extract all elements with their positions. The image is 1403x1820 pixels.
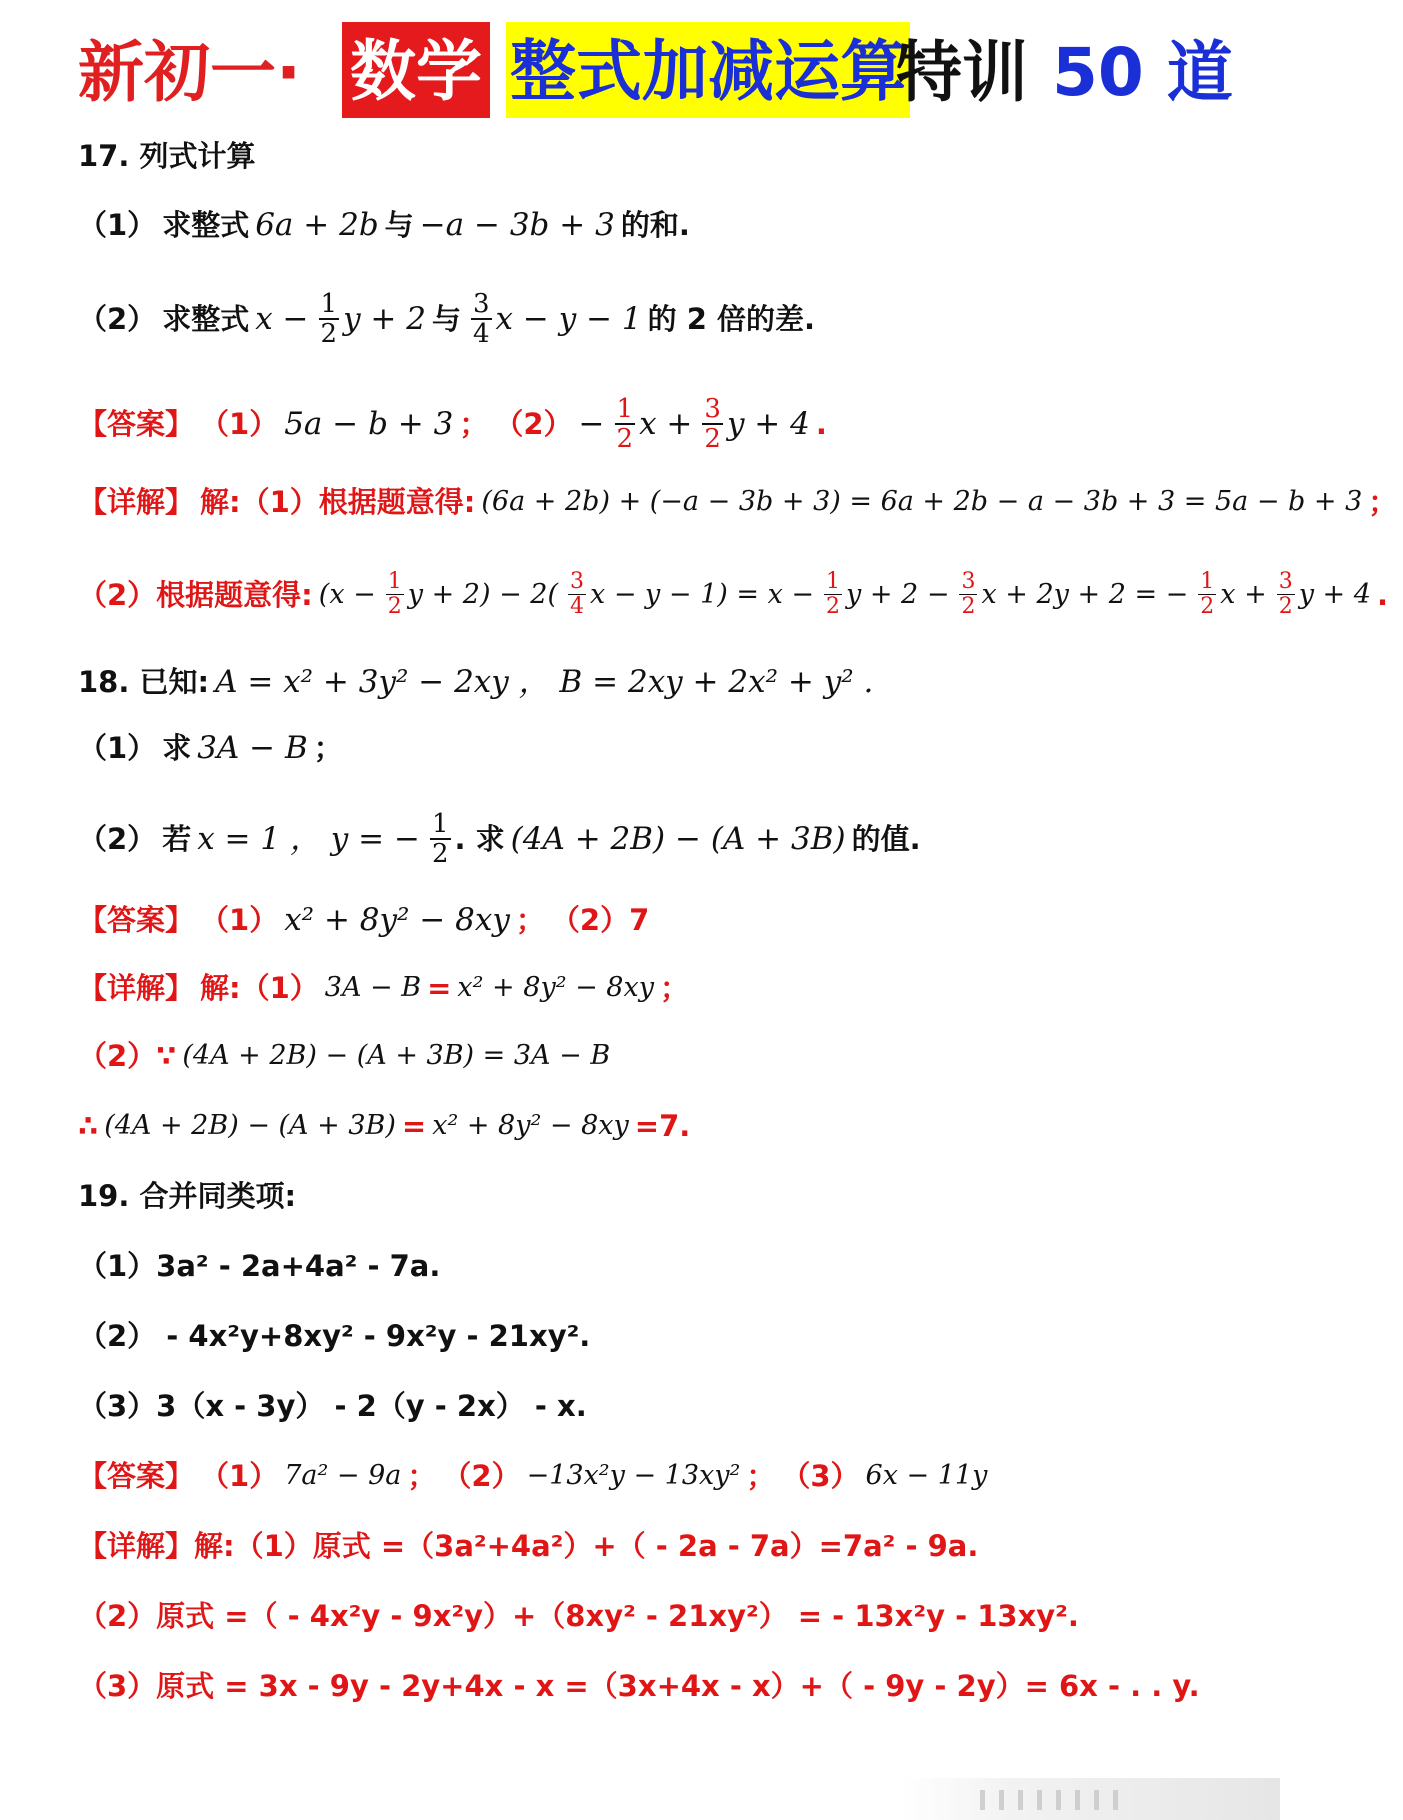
- math-expression: x − y − 1: [495, 301, 642, 337]
- math-expression: y + 2) − 2(: [407, 578, 559, 610]
- separator: ；: [1368, 485, 1398, 519]
- q17-detail-1: [78, 482, 1403, 522]
- separator: ；: [746, 1459, 776, 1493]
- fraction: $\frac{1}{2}$: [387, 569, 402, 619]
- q18-part2: [78, 810, 927, 868]
- question-text: 求整式: [162, 208, 250, 242]
- detail-text: 解:（1）根据题意得:: [200, 485, 476, 519]
- watermark-bars: [980, 1790, 1118, 1810]
- part-number: （2）: [442, 1459, 521, 1493]
- title-training: 特训: [896, 34, 1028, 111]
- fraction: $\frac{1}{2}$: [616, 394, 634, 454]
- period: .: [1376, 577, 1388, 612]
- math-expression: y + 2: [343, 301, 426, 337]
- math-expression: (4A + 2B) − (A + 3B) = 3A − B: [182, 1040, 611, 1071]
- question-text: 的 2 倍的差.: [647, 302, 816, 336]
- part-number: （1）: [200, 1459, 279, 1493]
- separator: ；: [515, 903, 545, 937]
- question-title: 19. 合并同类项:: [78, 1179, 297, 1213]
- question-text: （2） - 4x²y+8xy² - 9x²y - 21xy².: [78, 1319, 591, 1353]
- math-expression: 3A − B: [197, 730, 308, 766]
- math-expression: −: [578, 406, 605, 442]
- math-expression: 5a − b + 3: [284, 406, 454, 442]
- fraction: $\frac{1}{2}$: [320, 289, 338, 349]
- separator: ；: [313, 731, 343, 765]
- math-expression: (4A + 2B) − (A + 3B): [104, 1110, 396, 1141]
- part-number: （2）: [78, 822, 157, 856]
- math-expression: x = 1 ， y = −: [197, 821, 420, 857]
- q18-part1: [78, 728, 349, 768]
- part-number: （2）7: [550, 903, 650, 937]
- part-number: （1）: [78, 731, 157, 765]
- question-text: 求: [162, 731, 192, 765]
- fraction: $\frac{3}{4}$: [473, 289, 490, 349]
- title-subject: 数学: [342, 22, 490, 118]
- part-number: （1）: [200, 407, 279, 441]
- title-grade: 新初一·: [78, 34, 302, 111]
- because-symbol: （2）∵: [78, 1039, 177, 1073]
- question-text: 的值.: [851, 822, 921, 856]
- q17-title: [78, 136, 261, 176]
- q19-part1: [78, 1246, 446, 1286]
- period: .: [815, 407, 827, 441]
- question-text: （1）3a² - 2a+4a² - 7a.: [78, 1249, 441, 1283]
- separator: ；: [407, 1459, 437, 1493]
- answer-tag: 【答案】: [78, 1459, 195, 1493]
- math-expression: 3A − B: [324, 972, 422, 1003]
- question-text: 与: [431, 302, 461, 336]
- math-expression: x +: [639, 406, 693, 442]
- q19-title: [78, 1176, 302, 1216]
- answer-tag: 【答案】: [78, 407, 195, 441]
- detail-text: （3）原式 = 3x - 9y - 2y+4x - x =（3x+4x - x）+（ - 9y - 2y）= 6x - . . y.: [78, 1669, 1200, 1703]
- detail-text: 解:（1）: [200, 971, 319, 1005]
- q19-answer: [78, 1456, 993, 1496]
- equals-sign: =: [427, 971, 452, 1005]
- math-expression: 6a + 2b: [255, 207, 379, 243]
- question-text: 的和.: [620, 208, 690, 242]
- math-expression: 6x − 11y: [865, 1460, 988, 1491]
- q17-detail-2: [78, 570, 1394, 619]
- q17-title-text: 17. 列式计算: [78, 139, 256, 173]
- q18-answer: [78, 900, 655, 940]
- part-number: （2）: [78, 302, 157, 336]
- math-expression: (6a + 2b) + (−a − 3b + 3) = 6a + 2b − a − 3b + 3 = 5a − b + 3: [481, 486, 1363, 517]
- part-number: （2）: [494, 407, 573, 441]
- q18-detail-3: [78, 1106, 696, 1146]
- fraction: $\frac{3}{4}$: [570, 569, 585, 619]
- q17-answer: [78, 395, 833, 453]
- q19-detail-2: [78, 1596, 1085, 1636]
- math-expression: x² + 8y² − 8xy: [457, 972, 654, 1003]
- fraction: $\frac{3}{2}$: [961, 569, 976, 619]
- detail-text: （2）原式 =（ - 4x²y - 9x²y）+（8xy² - 21xy²） = - 13x²y - 13xy².: [78, 1599, 1079, 1633]
- math-expression: x − y − 1) = x −: [590, 578, 815, 610]
- title-banner: [0, 18, 1280, 128]
- math-expression: x² + 8y² − 8xy: [284, 902, 510, 938]
- q17-part2: [78, 290, 821, 348]
- q19-part2: [78, 1316, 596, 1356]
- detail-tag: 【详解】: [78, 971, 195, 1005]
- math-expression: y + 4: [1298, 578, 1371, 610]
- question-text: 若: [162, 822, 192, 856]
- fraction: $\frac{1}{2}$: [431, 809, 449, 869]
- math-expression: x +: [1220, 578, 1267, 610]
- math-expression: x² + 8y² − 8xy: [432, 1110, 629, 1141]
- question-text: 与: [384, 208, 414, 242]
- math-expression: y + 2 −: [846, 578, 950, 610]
- q18-detail-1: [78, 968, 695, 1008]
- fraction: $\frac{1}{2}$: [826, 569, 841, 619]
- question-title: 18. 已知:: [78, 665, 210, 699]
- question-text: . 求: [454, 822, 505, 856]
- part-number: （1）: [78, 208, 157, 242]
- question-text: 求整式: [162, 302, 250, 336]
- math-expression: −a − 3b + 3: [419, 207, 615, 243]
- math-expression: y + 4: [726, 406, 810, 442]
- title-topic: 整式加减运算: [506, 22, 910, 118]
- detail-tag: 【详解】: [78, 485, 195, 519]
- result: =7.: [634, 1109, 691, 1143]
- math-expression: A = x² + 3y² − 2xy ， B = 2xy + 2x² + y² .: [215, 664, 874, 700]
- separator: ；: [459, 407, 489, 441]
- equals-sign: =: [401, 1109, 427, 1143]
- q18-detail-2: [78, 1036, 616, 1076]
- therefore-symbol: ∴: [78, 1109, 99, 1143]
- detail-text: 【详解】解:（1）原式 =（3a²+4a²）+（ - 2a - 7a）=7a² - 9a.: [78, 1529, 979, 1563]
- math-expression: (x −: [318, 578, 376, 610]
- part-number: （3）: [781, 1459, 860, 1493]
- math-expression: x + 2y + 2 = −: [981, 578, 1189, 610]
- q19-part3: [78, 1386, 593, 1426]
- q17-part1: [78, 205, 696, 245]
- q19-detail-1: [78, 1526, 984, 1566]
- question-text: （3）3（x - 3y） - 2（y - 2x） - x.: [78, 1389, 587, 1423]
- math-expression: 7a² − 9a: [284, 1460, 402, 1491]
- detail-text: （2）根据题意得:: [78, 577, 313, 612]
- part-number: （1）: [200, 903, 279, 937]
- separator: ；: [659, 971, 689, 1005]
- math-expression: −13x²y − 13xy²: [526, 1460, 741, 1491]
- math-expression: (4A + 2B) − (A + 3B): [510, 821, 846, 857]
- fraction: $\frac{3}{2}$: [704, 394, 721, 454]
- answer-tag: 【答案】: [78, 903, 195, 937]
- fraction: $\frac{1}{2}$: [1200, 569, 1215, 619]
- math-expression: x −: [255, 301, 309, 337]
- q18-title: [78, 662, 879, 702]
- fraction: $\frac{3}{2}$: [1278, 569, 1293, 619]
- q19-detail-3: [78, 1666, 1206, 1706]
- title-count: 50 道: [1052, 34, 1233, 111]
